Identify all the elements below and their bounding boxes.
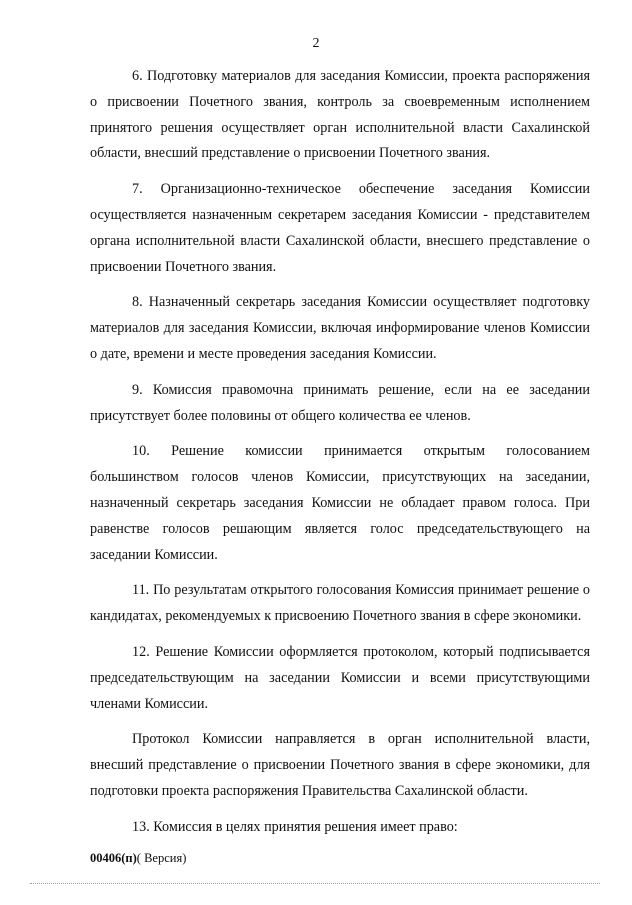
- paragraph-6: 6. Подготовку материалов для заседания Комиссии, проекта распоряжения о присвоении Почетного звания, контроль за своевременным исполнением принятого решения осуществляет орган исполнительной власти Сахалинской области, внесший представление о присвоении Почетного звания.: [90, 68, 590, 162]
- paragraph-8: 8. Назначенный секретарь заседания Комиссии осуществляет подготовку материалов для заседания Комиссии, включая информирование членов Комиссии о дате, времени и месте проведения заседания Комиссии.: [90, 294, 590, 362]
- scan-edge-divider: [30, 883, 600, 884]
- page-number: 2: [312, 36, 320, 51]
- paragraph-protocol: Протокол Комиссии направляется в орган исполнительной власти, внесший представление о присвоении Почетного звания в сфере экономики, для подготовки проекта распоряжения Правительства Сахалинской области.: [90, 731, 590, 799]
- paragraph-10: 10. Решение комиссии принимается открытым голосованием большинством голосов членов Комиссии, присутствующих на заседании, назначенный секретарь заседания Комиссии не обладает правом голоса. При равенстве голосов решающим является голос председательствующего на заседании Комиссии.: [90, 443, 590, 563]
- document-body: [90, 64, 590, 851]
- doc-code: 00406(п): [90, 851, 137, 865]
- footer-document-code: [90, 850, 186, 866]
- paragraph-7: 7. Организационно-техническое обеспечение заседания Комиссии осуществляется назначенным секретарем заседания Комиссии - представителем органа исполнительной власти Сахалинской области, внесшего представление о присвоении Почетного звания.: [90, 181, 590, 275]
- version-label: ( Версия): [136, 851, 187, 865]
- paragraph-9: 9. Комиссия правомочна принимать решение, если на ее заседании присутствует более половины от общего количества ее членов.: [90, 381, 590, 424]
- paragraph-11: 11. По результатам открытого голосования Комиссия принимает решение о кандидатах, рекомендуемых к присвоению Почетного звания в сфере экономики.: [90, 582, 590, 625]
- paragraph-13: 13. Комиссия в целях принятия решения имеет право:: [132, 818, 458, 835]
- paragraph-12: 12. Решение Комиссии оформляется протоколом, который подписывается председательствующим на заседании Комиссии и всеми присутствующими членами Комиссии.: [90, 643, 590, 712]
